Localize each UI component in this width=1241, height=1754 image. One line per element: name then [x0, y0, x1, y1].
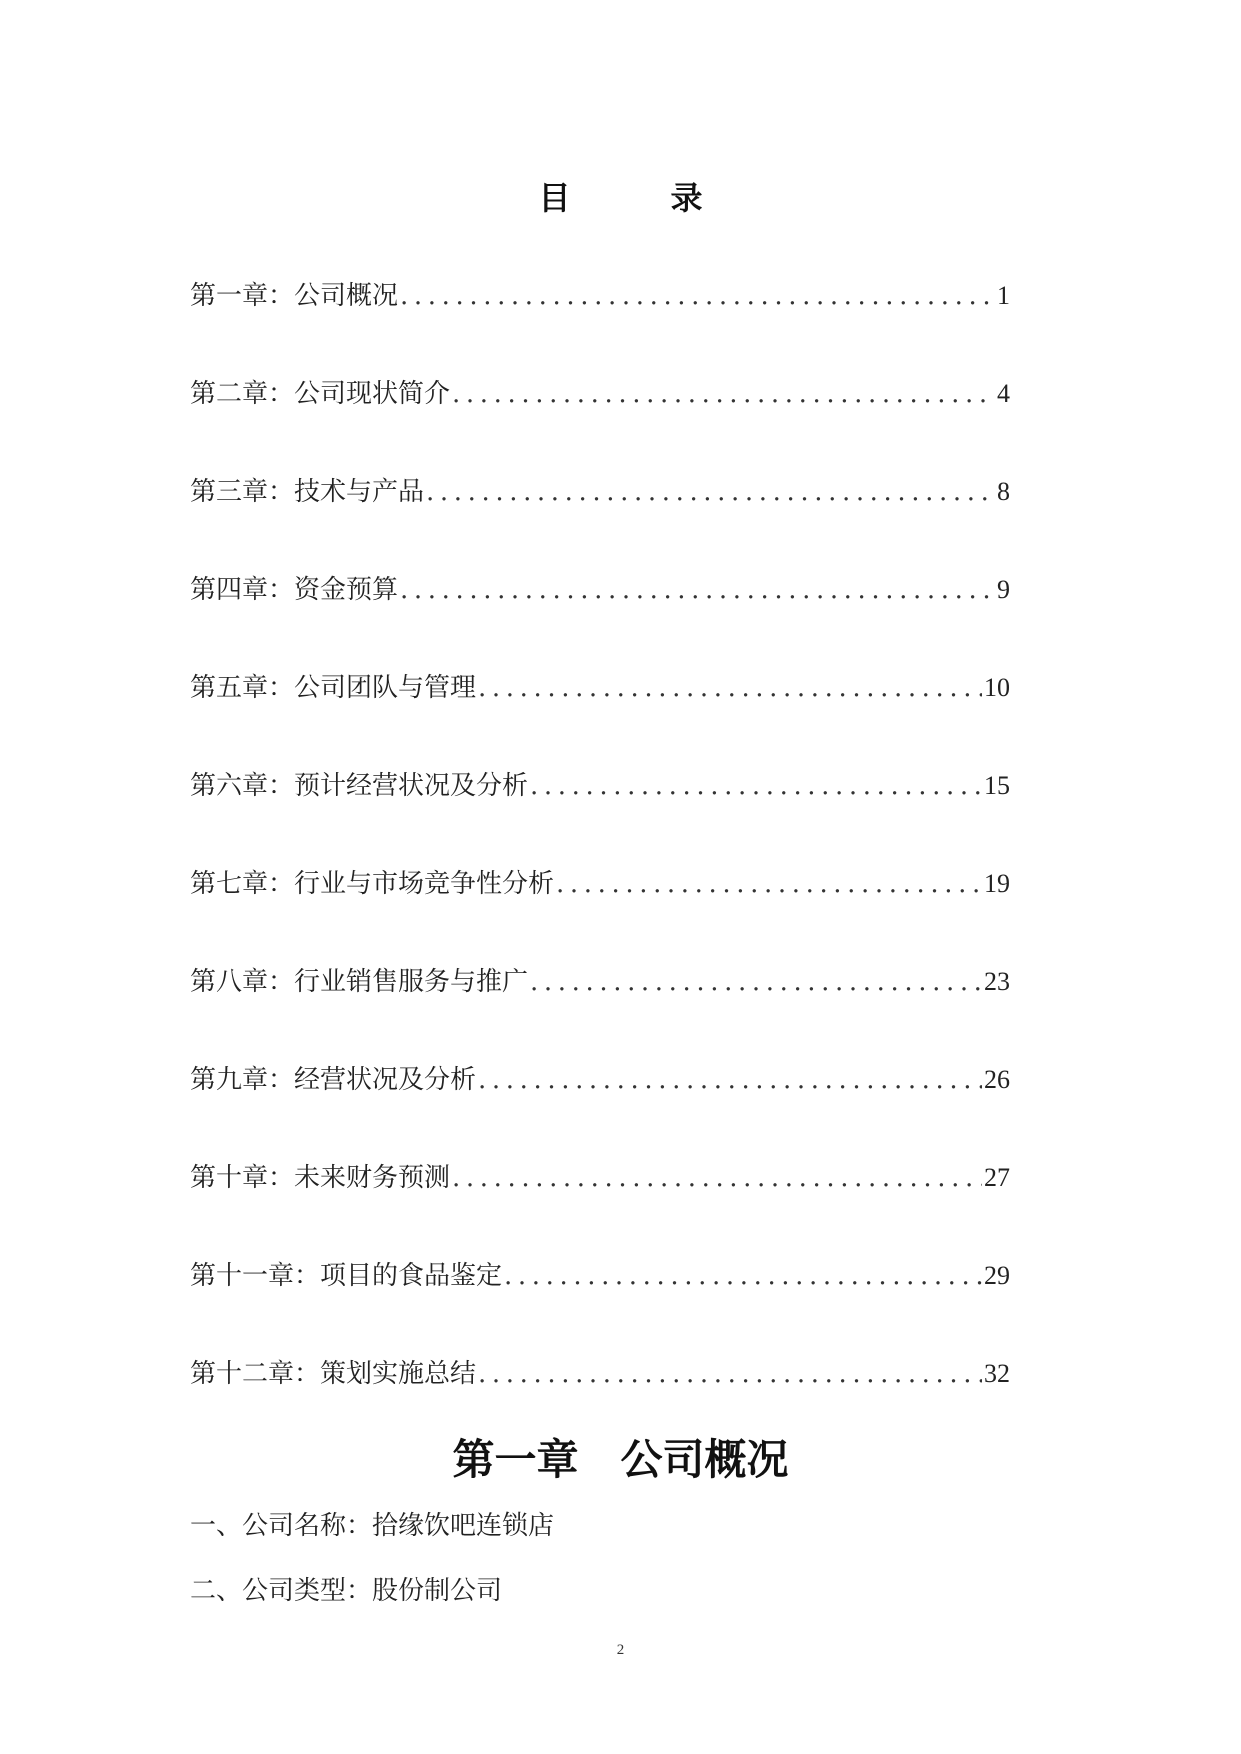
toc-leader-dots	[530, 768, 982, 804]
toc-entry-label: 第二章：公司现状简介	[190, 379, 451, 409]
toc-leader-dots	[530, 964, 982, 1000]
toc-entry[interactable]	[190, 278, 1010, 376]
toc-leader-dots	[478, 670, 982, 706]
toc-entry-label: 第十章：未来财务预测	[190, 1163, 451, 1193]
toc-leader-dots	[400, 278, 995, 314]
toc-leader-dots	[426, 474, 995, 510]
toc-entry[interactable]	[190, 670, 1010, 768]
toc-entry-label: 第十二章：策划实施总结	[190, 1359, 477, 1389]
toc-entry-page: 8	[997, 477, 1010, 506]
toc-entry-page: 23	[984, 967, 1010, 996]
toc-entry[interactable]	[190, 866, 1010, 964]
company-name-line: 一、公司名称：拾缘饮吧连锁店	[190, 1511, 555, 1541]
toc-entry-page: 10	[984, 673, 1010, 702]
toc-entry-page: 32	[984, 1359, 1010, 1388]
toc-leader-dots	[452, 1160, 982, 1196]
toc-entry-label: 第八章：行业销售服务与推广	[190, 967, 529, 997]
toc-entry[interactable]	[190, 1258, 1010, 1356]
toc-entry[interactable]	[190, 474, 1010, 572]
toc-entry-page: 9	[997, 575, 1010, 604]
toc-entry-label: 第十一章：项目的食品鉴定	[190, 1261, 503, 1291]
toc-leader-dots	[478, 1062, 982, 1098]
toc-entry-page: 1	[997, 281, 1010, 310]
toc-entry-label: 第六章：预计经营状况及分析	[190, 771, 529, 801]
page-number: 2	[616, 1642, 625, 1658]
toc-entry[interactable]	[190, 376, 1010, 474]
toc-entry-page: 19	[984, 869, 1010, 898]
toc-leader-dots	[452, 376, 995, 412]
toc-entry[interactable]	[190, 768, 1010, 866]
toc-entry-label: 第五章：公司团队与管理	[190, 673, 477, 703]
toc-entry-page: 29	[984, 1261, 1010, 1290]
table-of-contents	[190, 278, 1010, 1454]
toc-entry-page: 26	[984, 1065, 1010, 1094]
toc-entry[interactable]	[190, 1062, 1010, 1160]
toc-entry-page: 15	[984, 771, 1010, 800]
toc-entry[interactable]	[190, 964, 1010, 1062]
toc-entry[interactable]	[190, 1160, 1010, 1258]
toc-entry-page: 4	[997, 379, 1010, 408]
company-type-line: 二、公司类型：股份制公司	[190, 1576, 503, 1606]
toc-leader-dots	[478, 1356, 982, 1392]
toc-leader-dots	[556, 866, 982, 902]
toc-entry-label: 第七章：行业与市场竞争性分析	[190, 869, 555, 899]
toc-entry-label: 第四章：资金预算	[190, 575, 399, 605]
chapter-heading: 第一章 公司概况	[452, 1435, 789, 1484]
toc-leader-dots	[504, 1258, 982, 1294]
toc-entry-page: 27	[984, 1163, 1010, 1192]
toc-entry[interactable]	[190, 572, 1010, 670]
toc-entry-label: 第一章：公司概况	[190, 281, 399, 311]
toc-entry-label: 第九章：经营状况及分析	[190, 1065, 477, 1095]
toc-entry-label: 第三章：技术与产品	[190, 477, 425, 507]
toc-title: 目 录	[538, 179, 737, 217]
toc-leader-dots	[400, 572, 995, 608]
